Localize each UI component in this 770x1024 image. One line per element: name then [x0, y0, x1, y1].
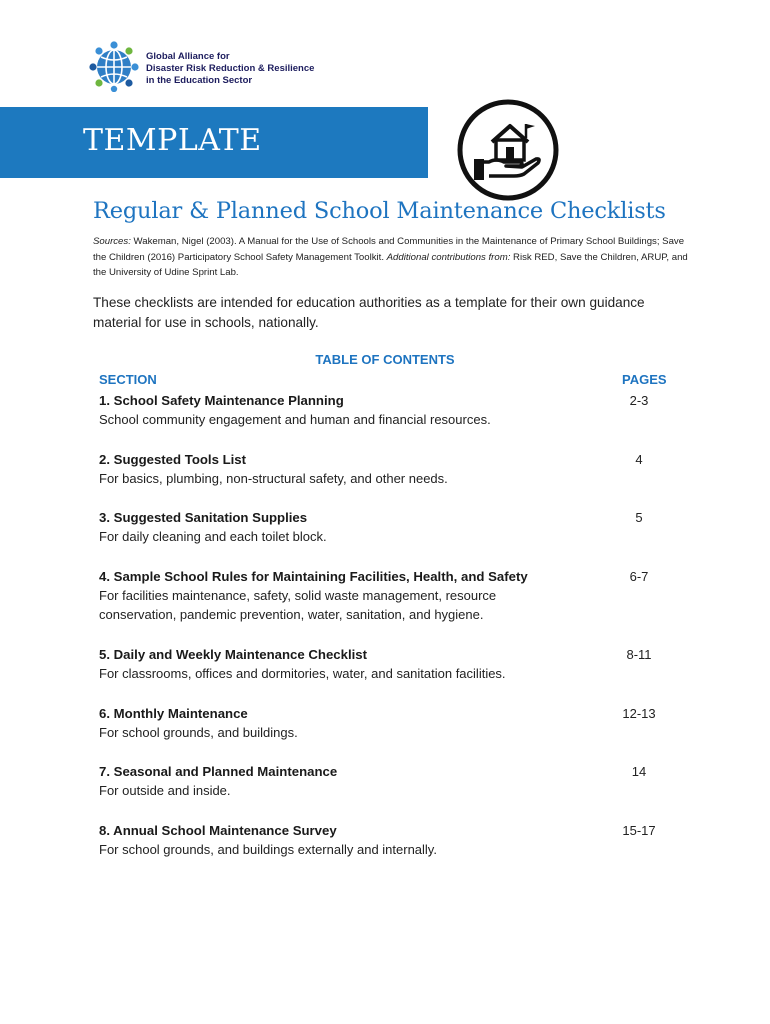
toc-item-pages: 12-13	[622, 706, 656, 721]
organization-name	[146, 51, 314, 87]
contributions-label: Additional contributions from:	[386, 251, 511, 263]
intro-paragraph: These checklists are intended for education authorities as a template for their own guidance material for use in schools, nationally.	[93, 295, 645, 330]
toc-item-description: For school grounds, and buildings.	[99, 725, 298, 740]
toc-item	[99, 391, 669, 429]
sources-citation	[93, 234, 693, 281]
toc-pages-header: PAGES	[622, 372, 667, 387]
toc-item-pages: 15-17	[622, 823, 656, 838]
toc-item	[99, 567, 669, 624]
toc-item-pages: 14	[631, 764, 647, 779]
organization-name-line: Global Alliance for	[146, 51, 230, 62]
toc-item	[99, 450, 669, 488]
toc-item-description: For school grounds, and buildings externally and internally.	[99, 842, 437, 857]
globe-with-people-icon	[88, 40, 140, 92]
toc-item-pages: 2-3	[629, 393, 649, 408]
toc-item	[99, 762, 669, 800]
contributions-text: Risk RED, Save the Children, ARUP, and the University of Udine Sprint Lab.	[93, 251, 688, 278]
toc-item	[99, 645, 669, 683]
toc-item	[99, 821, 669, 859]
toc-item-title: 2. Suggested Tools List	[99, 452, 247, 467]
sources-label: Sources:	[93, 236, 131, 247]
organization-name-line: Disaster Risk Reduction & Resilience	[146, 63, 315, 74]
sources-text: Wakeman, Nigel (2003). A Manual for the Use of Schools and Communities in the Maintenance of Primary School Buildings; Save the Children (2016) Participatory School Safety Management Toolkit.	[93, 236, 685, 263]
toc-item-description: For facilities maintenance, safety, solid waste management, resource conservation, pandemic prevention, water, sanitation, and hygiene.	[99, 588, 497, 622]
house-in-hand-icon	[456, 98, 560, 202]
toc-item-title: 8. Annual School Maintenance Survey	[99, 823, 337, 838]
toc-item-pages: 4	[635, 452, 643, 467]
organization-logo	[88, 40, 318, 98]
toc-item-title: 6. Monthly Maintenance	[99, 706, 248, 721]
toc-item-title: 5. Daily and Weekly Maintenance Checklist	[99, 647, 368, 662]
toc-item-description: For daily cleaning and each toilet block.	[99, 529, 327, 544]
toc-item-title: 3. Suggested Sanitation Supplies	[99, 510, 308, 525]
toc-item-description: For classrooms, offices and dormitories, water, and sanitation facilities.	[99, 666, 506, 681]
toc-item-title: 7. Seasonal and Planned Maintenance	[99, 764, 338, 779]
toc-item-title: 4. Sample School Rules for Maintaining Facilities, Health, and Safety	[99, 569, 528, 584]
organization-name-line: in the Education Sector	[146, 75, 253, 86]
toc-item-description: For basics, plumbing, non-structural safety, and other needs.	[99, 471, 448, 486]
toc-item-pages: 5	[635, 510, 643, 525]
toc-item-description: For outside and inside.	[99, 783, 231, 798]
toc-item-title: 1. School Safety Maintenance Planning	[99, 393, 344, 408]
toc-heading: TABLE OF CONTENTS	[315, 352, 455, 367]
toc-item	[99, 508, 669, 546]
template-banner-label: TEMPLATE	[83, 123, 262, 158]
toc-item-description: School community engagement and human and financial resources.	[99, 412, 491, 427]
toc-section-header: SECTION	[99, 372, 157, 387]
toc-item-pages: 6-7	[629, 569, 649, 584]
toc-item	[99, 704, 669, 742]
document-title: Regular & Planned School Maintenance Checklists	[93, 198, 666, 224]
toc-item-pages: 8-11	[626, 647, 652, 662]
